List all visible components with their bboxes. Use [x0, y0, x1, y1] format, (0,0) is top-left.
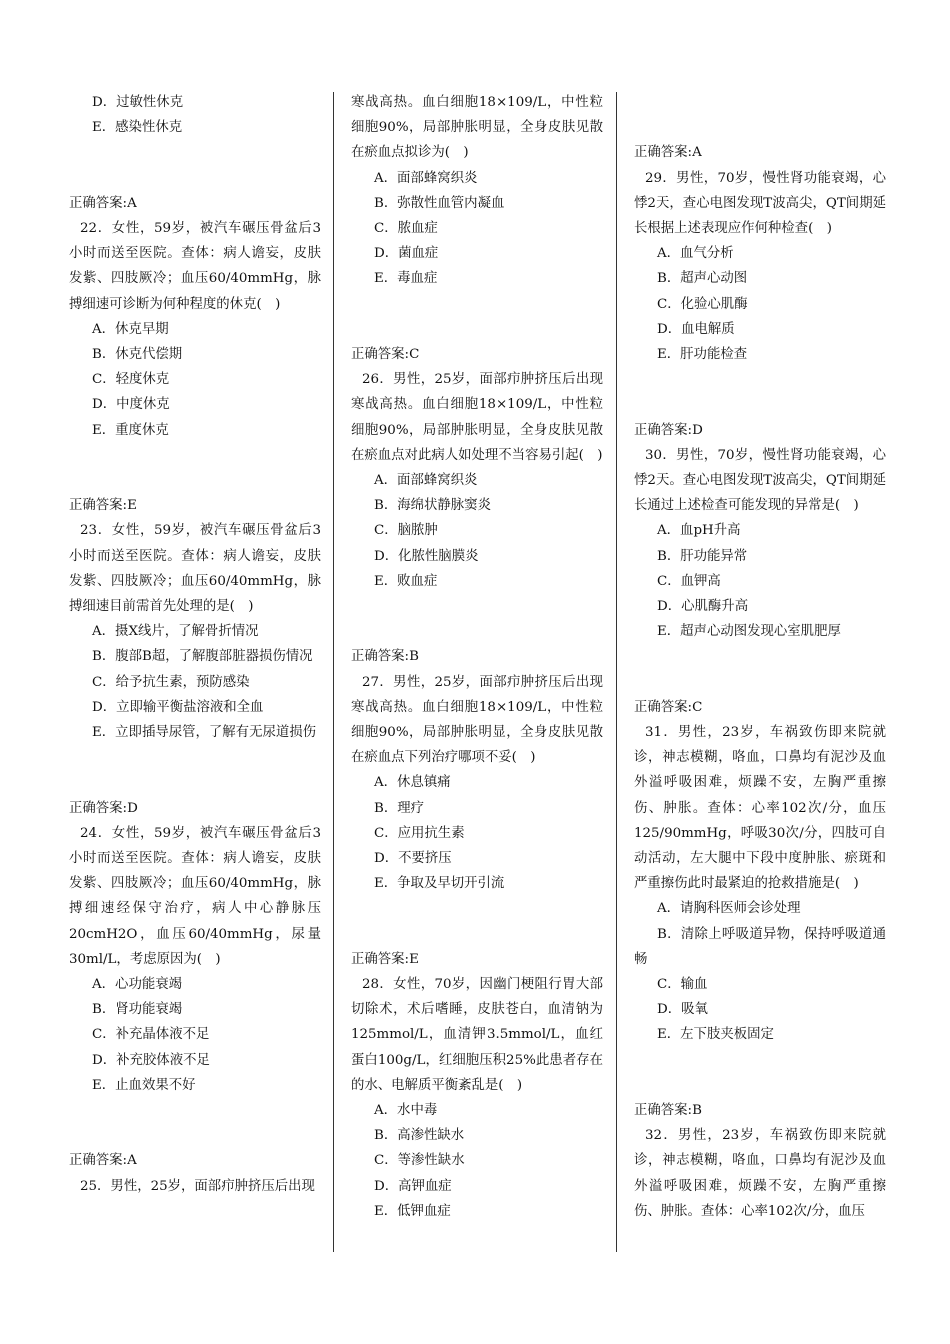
q25-stem-continued: 寒战高热。血白细胞18×109/L，中性粒细胞90%，局部肿胀明显，全身皮肤见散在瘀血点拟诊为( ) — [351, 95, 603, 161]
column-1 — [69, 90, 321, 1199]
q26-stem: 26．男性，25岁，面部疖肿挤压后出现寒战高热。血白细胞18×109/L，中性粒细胞90%，局部肿胀明显，全身皮肤见散在瘀血点对此病人如处理不当容易引起( ) — [351, 372, 603, 463]
q32-stem: 32．男性，23岁，车祸致伤即来院就诊，神志模糊，咯血，口鼻均有泥沙及血外溢呼吸困难，烦躁不安，左胸严重擦伤、肿胀。查体：心率102次/分，血压 — [634, 1128, 886, 1219]
column-3 — [634, 90, 886, 1224]
q24-stem: 24．女性，59岁，被汽车碾压骨盆后3小时而送至医院。查体：病人谵妄，皮肤发紫、四肢厥冷；血压60/40mmHg，脉搏细速经保守治疗，病人中心静脉压20cmH2O，血压60/40mmHg，尿量30ml/L，考虑原因为( ) — [69, 825, 321, 967]
q31-answer: 正确答案:B — [634, 1103, 702, 1119]
q25-option-e: E．毒血症 — [374, 271, 438, 287]
q22-option-d: D．中度休克 — [92, 397, 170, 413]
q31-option-a: A．请胸科医师会诊处理 — [657, 901, 801, 917]
q29-option-c: C．化验心肌酶 — [657, 296, 748, 312]
q28-option-b: B．高渗性缺水 — [374, 1128, 465, 1144]
q30-option-e: E．超声心动图发现心室肌肥厚 — [657, 624, 841, 640]
q22-option-a: A．休克早期 — [92, 321, 169, 337]
q31-option-c: C．输血 — [657, 977, 708, 993]
q24-answer: 正确答案:A — [69, 1153, 137, 1169]
q28-option-a: A．水中毒 — [374, 1103, 438, 1119]
q31-stem: 31．男性，23岁，车祸致伤即来院就诊，神志模糊，咯血，口鼻均有泥沙及血外溢呼吸困难，烦躁不安，左胸严重擦伤、肿胀。查体：心率102次/分，血压125/90mmHg，呼吸30次/分，四肢可自动活动，左大腿中下段中度肿胀、瘀斑和严重擦伤此时最紧迫的抢救措施是( ) — [634, 725, 886, 892]
q22-option-c: C．轻度休克 — [92, 372, 170, 388]
q25-answer: 正确答案:C — [351, 347, 420, 363]
q25-option-b: B．弥散性血管内凝血 — [374, 195, 505, 211]
q28-option-d: D．高钾血症 — [374, 1178, 452, 1194]
q22-stem: 22．女性，59岁，被汽车碾压骨盆后3小时而送至医院。查体：病人谵妄，皮肤发紫、四肢厥冷；血压60/40mmHg，脉搏细速可诊断为何种程度的休克( ) — [69, 221, 321, 312]
q22-option-e: E．重度休克 — [92, 422, 169, 438]
q26-answer: 正确答案:B — [351, 649, 419, 665]
q28-answer: 正确答案:A — [634, 145, 702, 161]
q26-option-d: D．化脓性脑膜炎 — [374, 548, 479, 564]
q23-answer: 正确答案:D — [69, 800, 138, 816]
q29-answer: 正确答案:D — [634, 422, 703, 438]
q30-answer: 正确答案:C — [634, 699, 703, 715]
q24-option-c: C．补充晶体液不足 — [92, 1027, 210, 1043]
q29-option-b: B．超声心动图 — [657, 271, 748, 287]
q31-option-b: B．清除上呼吸道异物，保持呼吸道通畅 — [634, 926, 886, 967]
q29-option-e: E．肝功能检查 — [657, 347, 748, 363]
q31-option-e: E．左下肢夹板固定 — [657, 1027, 774, 1043]
q27-option-a: A．休息镇痛 — [374, 775, 451, 791]
q29-option-a: A．血气分析 — [657, 246, 734, 262]
q28-option-e: E．低钾血症 — [374, 1203, 451, 1219]
q24-option-d: D．补充胶体液不足 — [92, 1052, 210, 1068]
q27-option-e: E．争取及早切开引流 — [374, 876, 505, 892]
q25-stem-start: 25．男性，25岁，面部疖肿挤压后出现 — [80, 1178, 315, 1194]
column-divider-left — [333, 92, 334, 1252]
q27-option-b: B．理疗 — [374, 800, 425, 816]
q24-option-e: E．止血效果不好 — [92, 1077, 196, 1093]
q23-option-c: C．给予抗生素，预防感染 — [92, 674, 250, 690]
q29-stem: 29．男性，70岁，慢性肾功能衰竭，心悸2天，查心电图发现T波高尖，QT间期延长根据上述表现应作何种检查( ) — [634, 170, 886, 236]
q23-option-d: D．立即输平衡盐溶液和全血 — [92, 699, 264, 715]
q29-option-d: D．血电解质 — [657, 321, 735, 337]
q22-answer: 正确答案:E — [69, 498, 137, 514]
column-divider-right — [616, 92, 617, 1252]
q21-option-d: D．过敏性休克 — [92, 95, 184, 110]
q25-option-d: D．菌血症 — [374, 246, 439, 262]
q22-option-b: B．休克代偿期 — [92, 347, 183, 363]
q27-option-c: C．应用抗生素 — [374, 825, 465, 841]
q30-option-d: D．心肌酶升高 — [657, 599, 749, 615]
q30-option-a: A．血pH升高 — [657, 523, 741, 539]
q25-option-a: A．面部蜂窝织炎 — [374, 170, 478, 186]
q21-option-e: E．感染性休克 — [92, 120, 183, 136]
q26-option-b: B．海绵状静脉窦炎 — [374, 498, 491, 514]
q26-option-e: E．败血症 — [374, 573, 438, 589]
q26-option-a: A．面部蜂窝织炎 — [374, 473, 478, 489]
q23-option-a: A．摄X线片，了解骨折情况 — [92, 624, 259, 640]
q21-answer: 正确答案:A — [69, 195, 137, 211]
q30-option-b: B．肝功能异常 — [657, 548, 748, 564]
column-2 — [351, 90, 603, 1224]
q27-option-d: D．不要挤压 — [374, 851, 452, 867]
q27-stem: 27．男性，25岁，面部疖肿挤压后出现寒战高热。血白细胞18×109/L，中性粒细胞90%，局部肿胀明显，全身皮肤见散在瘀血点下列治疗哪项不妥( ) — [351, 674, 603, 766]
q30-option-c: C．血钾高 — [657, 573, 721, 589]
q31-option-d: D．吸氧 — [657, 1002, 708, 1018]
q23-option-e: E．立即插导尿管，了解有无尿道损伤 — [92, 725, 317, 741]
q24-option-b: B．肾功能衰竭 — [92, 1002, 183, 1018]
q28-option-c: C．等渗性缺水 — [374, 1153, 465, 1169]
q26-option-c: C．脑脓肿 — [374, 523, 438, 539]
q24-option-a: A．心功能衰竭 — [92, 977, 183, 993]
q27-answer: 正确答案:E — [351, 951, 419, 967]
q25-option-c: C．脓血症 — [374, 221, 438, 237]
q30-stem: 30．男性，70岁，慢性肾功能衰竭，心悸2天。查心电图发现T波高尖，QT间期延长通过上述检查可能发现的异常是( ) — [634, 447, 886, 514]
q23-stem: 23．女性，59岁，被汽车碾压骨盆后3小时而送至医院。查体：病人谵妄，皮肤发紫、四肢厥冷；血压60/40mmHg，脉搏细速目前需首先处理的是( ) — [69, 523, 321, 615]
q28-stem: 28．女性，70岁，因幽门梗阻行胃大部切除术，术后嗜睡，皮肤苍白，血清钠为125mmol/L，血清钾3.5mmol/L，血红蛋白100g/L，红细胞压积25%此患者存在的水、电解质平衡紊乱是( ) — [351, 977, 603, 1093]
q23-option-b: B．腹部B超，了解腹部脏器损伤情况 — [92, 649, 313, 665]
